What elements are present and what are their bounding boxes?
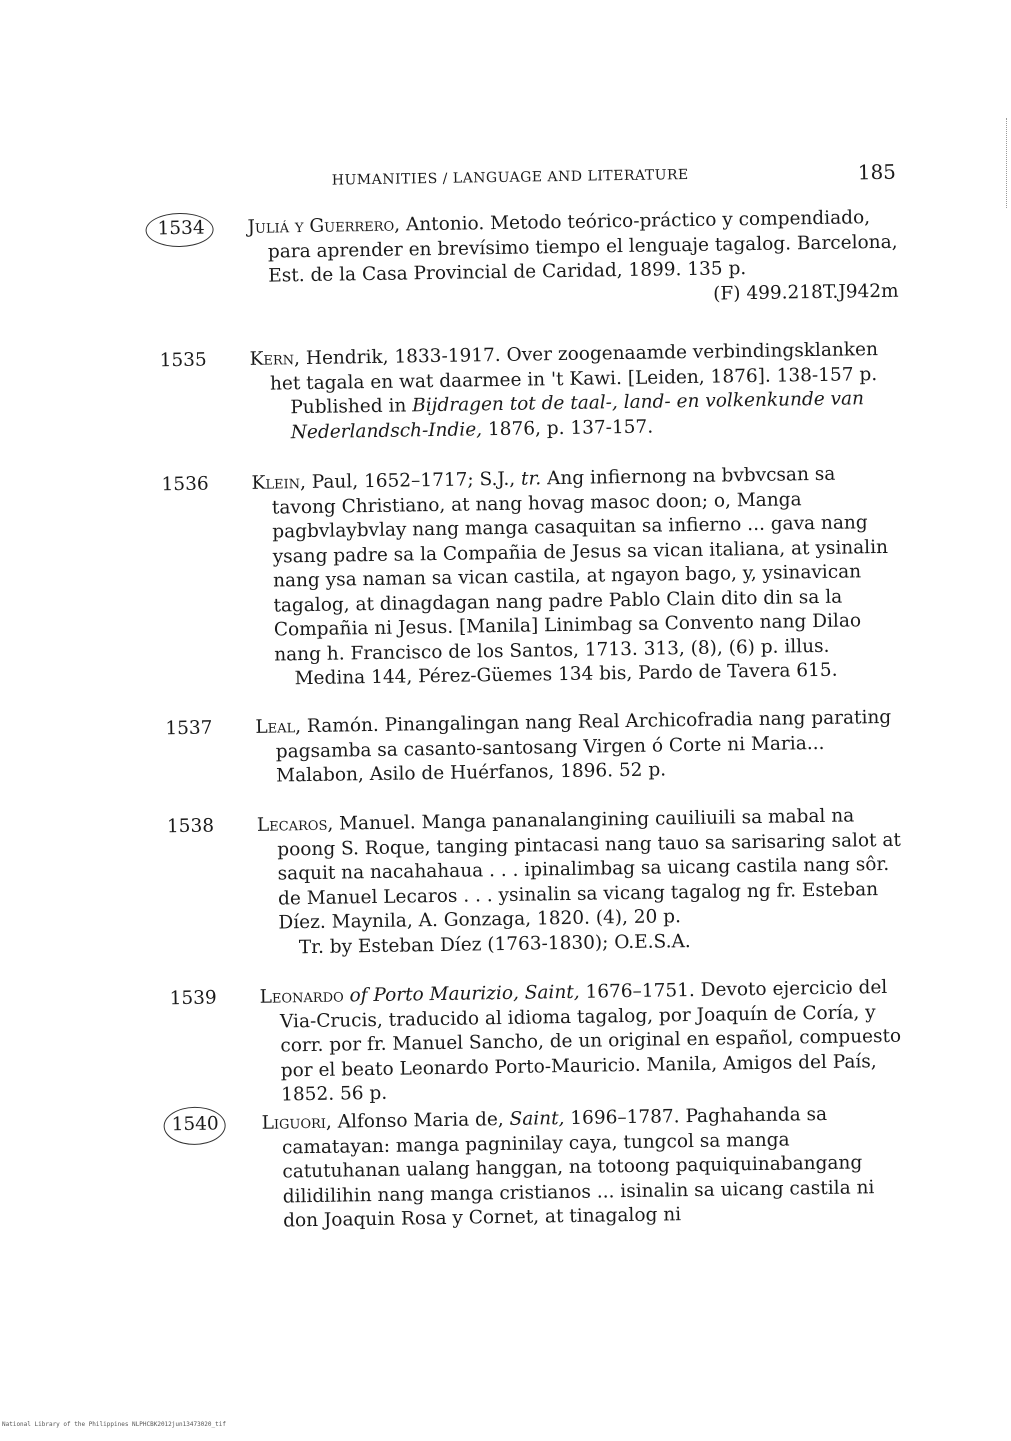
entry-number: 1536 — [161, 473, 209, 496]
entry-number: 1540 — [171, 1113, 219, 1136]
running-head: HUMANITIES / LANGUAGE AND LITERATURE — [331, 166, 689, 189]
entry-text — [251, 462, 904, 668]
margin-dots — [1004, 118, 1007, 208]
entry-body: Manuel. Manga pananalangining cauiliuili sa mabal na poong S. Roque, tanging pintacasi nang tauo sa sarisaring salot at saquit na nacahahaua . . . ipinalimbag sa uicang castila nang sôr. de Manuel Lecaros . . . ysinalin sa vicang tagalog ng fr. Esteban Díez. Maynila, A. Gonzaga, 1820. (4), 20 p. — [277, 805, 902, 934]
entry-body: Alfonso Maria de, — [331, 1108, 510, 1133]
note-text: 1876, p. 137-157. — [481, 416, 654, 440]
note-title: Bijdragen tot de taal-, land- en volkenkunde van Nederlandsch-Indie, — [290, 388, 865, 443]
entry-qualifier: Saint, — [509, 1108, 565, 1130]
entry-body: Paul, 1652–1717; S.J., — [305, 468, 522, 494]
entry-number: 1535 — [159, 349, 207, 372]
entry-text — [257, 804, 909, 937]
entry-number: 1538 — [166, 815, 215, 838]
entry-1539 — [169, 976, 911, 1110]
entry-text — [261, 1102, 913, 1235]
entry-author: Kern, — [249, 348, 301, 370]
entry-author: Juliá y Guerrero, — [247, 214, 401, 238]
entry-number: 1537 — [165, 717, 213, 740]
entry-number: 1539 — [169, 987, 217, 1010]
entry-text — [247, 206, 898, 290]
entry-note — [270, 387, 901, 446]
entry-body: Antonio. Metodo teórico-práctico y compendiado, para aprender en brevísimo tiempo el lenguaje tagalog. Barcelona, Est. de la Casa Provincial de Caridad, 1899. 135 p. — [267, 207, 898, 287]
entry-body: Hendrik, 1833-1917. Over zoogenaamde verbindingsklanken het tagala en wat daarmee in 't Kawi. [Leiden, 1876]. 138-157 p. — [269, 339, 879, 395]
entry-note: Tr. by Esteban Díez (1763-1830); O.E.S.A. — [298, 930, 691, 958]
entry-note: Medina 144, Pérez-Güemes 134 bis, Pardo de Tavera 615. — [294, 659, 838, 690]
entry-1535 — [159, 338, 900, 448]
note-text: Published in — [290, 395, 413, 419]
entry-1538 — [167, 804, 909, 963]
entry-text — [255, 706, 906, 790]
entry-qualifier: of Porto Maurizio, Saint, — [343, 981, 580, 1007]
page-number: 185 — [857, 159, 897, 185]
entry-author: Liguori, — [261, 1111, 333, 1134]
entry-1537 — [165, 706, 906, 791]
entry-body: Ang infiernong na bvbvcsan sa tavong Christiano, at nang hovag masoc doon; o, Manga pagbvlaybvlay nang manga casaquitan sa infierno ... gava nang ysang padre sa la Compañia de Jesus sa vican italiana, at ysinalin nang ysa naman sa vican castila, at ngayon bago, y, ysinavican tagalog, at dinagdagan nang padre Pablo Clain dito din sa la Compañia ni Jesus. [Manila] Linimbag sa Convento nang Dilao nang h. Francisco de los Santos, 1713. 313, (8), (6) p. illus. — [271, 463, 889, 666]
entry-1536 — [161, 462, 904, 694]
entry-author: Klein, — [251, 472, 307, 494]
entry-number: 1534 — [157, 217, 205, 240]
entry-role: tr. — [520, 468, 542, 490]
footer-stamp: National Library of the Philippines NLPHCBK2012jun13473020_tif — [2, 1421, 226, 1428]
entry-text — [259, 976, 911, 1109]
entry-author: Lecaros, — [256, 813, 334, 836]
entry-body: Ramón. Pinangalingan nang Real Archicofradia nang parating pagsamba sa casanto-santosang Virgen ó Corte ni Maria... Malabon, Asilo de Huérfanos, 1896. 52 p. — [275, 706, 892, 787]
call-number: (F) 499.218T.J942m — [713, 280, 899, 305]
entry-body: 1676–1751. Devoto ejercicio del Via-Crucis, traducido al idioma tagalog, por Joaquín de Coría, y corr. por fr. Manuel Sancho, de un original en español, compuesto por el beato Leonardo Porto-Mauricio. Manila, Amigos del País, 1852. 56 p. — [279, 976, 902, 1106]
entry-author: Leal, — [255, 716, 302, 738]
entry-1534 — [157, 206, 898, 316]
entry-body: 1696–1787. Paghahanda sa camatayan: manga pagninilay caya, tungcol sa manga catutuhanan ualang hanggan, na totoong paquiquinabangang dilidilihin nang manga cristianos ... isinalin sa uicang castila ni don Joaquin Rosa y Cornet, at tinagalog ni — [281, 1103, 875, 1232]
entry-1540 — [171, 1102, 913, 1236]
entry-author: Leonardo — [259, 985, 344, 1008]
